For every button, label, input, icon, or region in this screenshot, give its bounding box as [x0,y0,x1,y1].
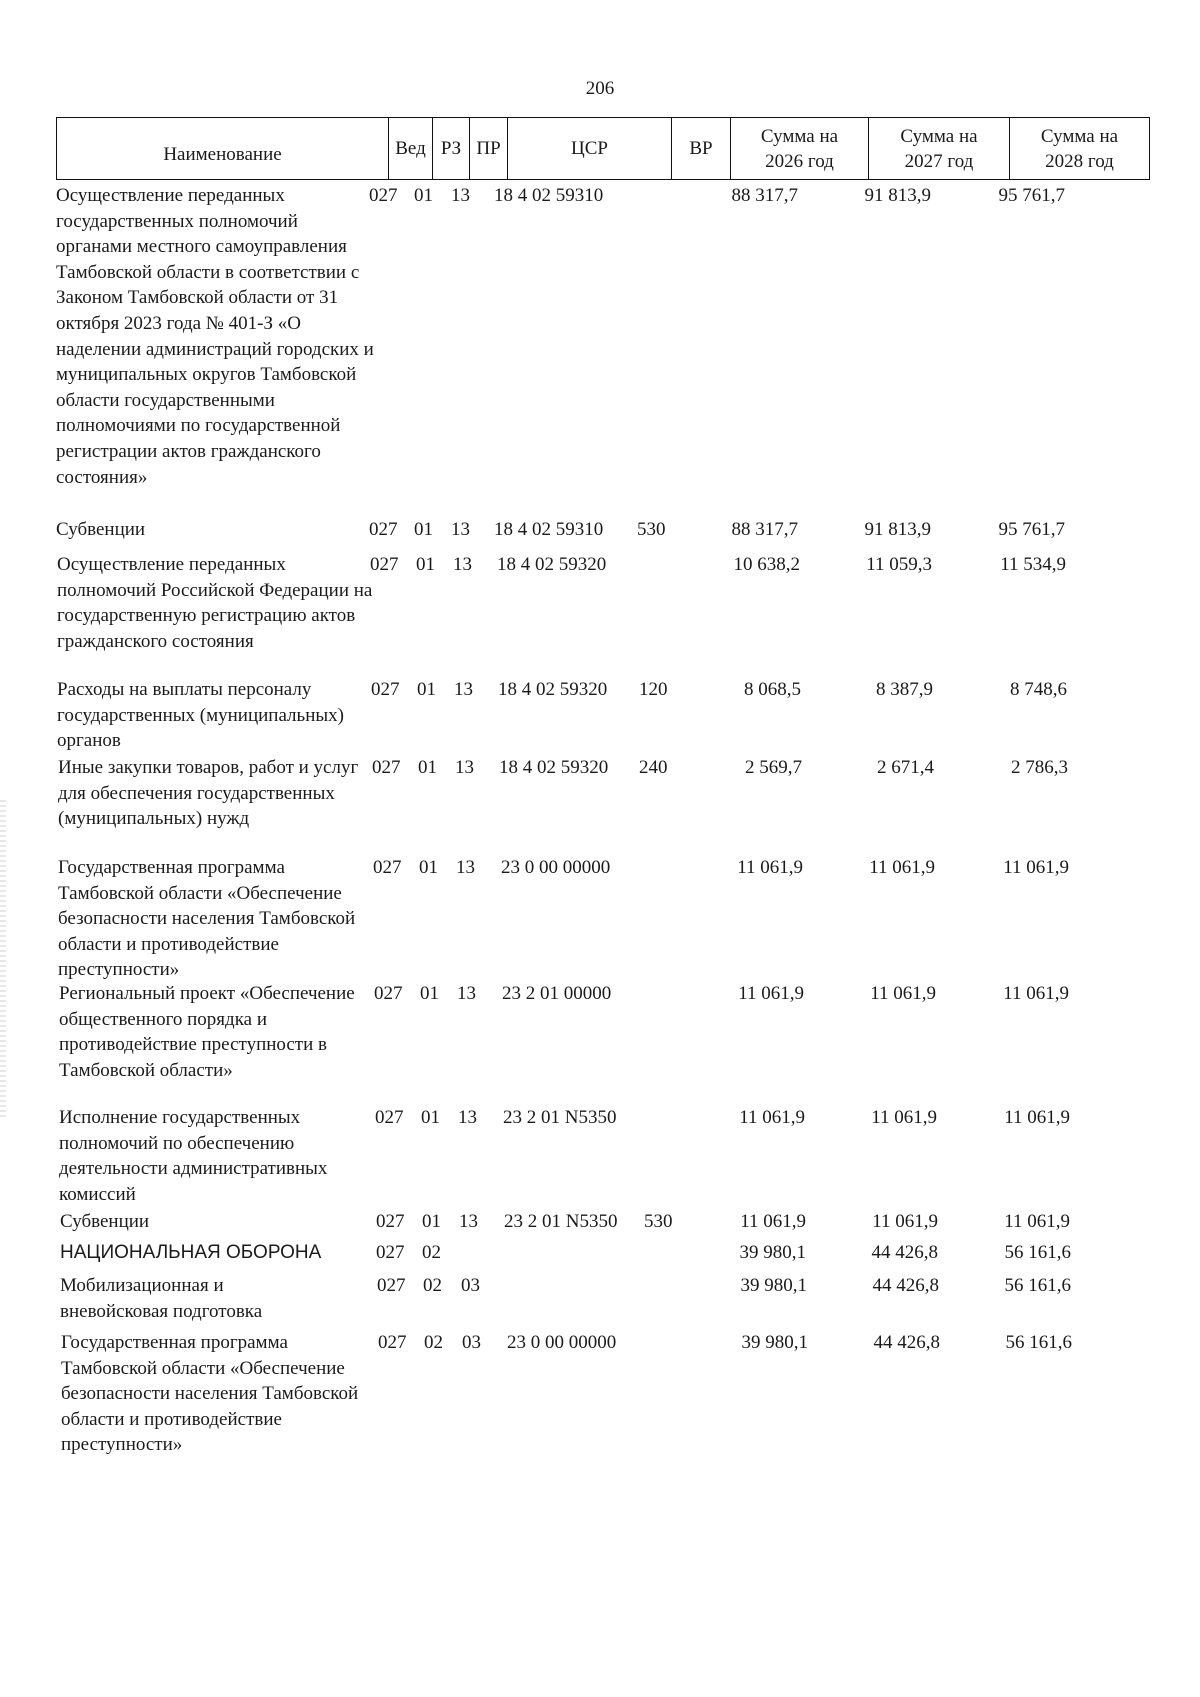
row-pr: 13 [458,1107,477,1128]
row-sum-2027: 2 671,4 [877,757,934,778]
row-sum-2026: 10 638,2 [733,554,800,575]
row-sum-2026: 2 569,7 [745,757,802,778]
row-name: Расходы на выплаты персоналу государственных (муниципальных) органов [57,679,344,752]
row-sum-2026: 39 980,1 [739,1242,806,1263]
row-name: Региональный проект «Обеспечение общественного порядка и противодействие преступности в Тамбовской области» [59,983,355,1081]
row-rz: 01 [420,983,439,1004]
row-csr: 18 4 02 59310 [494,185,604,206]
header-sum-2026-line2: 2026 год [765,150,834,172]
row-pr: 03 [461,1275,480,1296]
row-sum-2028: 56 161,6 [1004,1275,1071,1296]
row-vr: 530 [637,519,666,540]
header-sum-2027-line2: 2027 год [904,150,974,172]
row-sum-2028: 11 061,9 [1004,1211,1070,1232]
row-ved: 027 [377,1275,406,1296]
row-sum-2026: 11 061,9 [738,983,804,1004]
header-rz: РЗ [433,118,470,179]
row-sum-2028: 8 748,6 [1010,679,1067,700]
row-name: НАЦИОНАЛЬНАЯ ОБОРОНА [60,1242,322,1263]
row-ved: 027 [369,519,398,540]
row-sum-2027: 11 061,9 [871,1107,937,1128]
row-pr: 13 [455,757,474,778]
row-pr: 13 [457,983,476,1004]
row-sum-2026: 39 980,1 [740,1275,807,1296]
row-rz: 01 [422,1211,441,1232]
row-csr: 23 2 01 00000 [502,983,612,1004]
row-ved: 027 [378,1332,407,1353]
header-name: Наименование [57,118,389,179]
row-sum-2028: 56 161,6 [1005,1332,1072,1353]
header-sum-2027 [869,118,1010,179]
header-sum-2026-line1: Сумма на [760,125,839,147]
row-csr: 18 4 02 59320 [498,679,608,700]
row-sum-2026: 8 068,5 [744,679,801,700]
row-sum-2027: 11 061,9 [870,983,936,1004]
header-vr: ВР [672,118,731,179]
row-sum-2028: 11 061,9 [1003,983,1069,1004]
row-ved: 027 [369,185,398,206]
row-sum-2028: 2 786,3 [1011,757,1068,778]
row-sum-2028: 56 161,6 [1004,1242,1071,1263]
header-sum-2028-line1: Сумма на [1040,125,1119,147]
row-rz: 01 [414,519,433,540]
row-rz: 02 [423,1275,442,1296]
row-sum-2027: 11 061,9 [869,857,935,878]
row-ved: 027 [373,857,402,878]
scan-edge-mark [0,800,6,1120]
header-sum-2027-line1: Сумма на [900,125,978,147]
row-vr: 530 [644,1211,673,1232]
row-sum-2026: 11 061,9 [740,1211,806,1232]
row-rz: 02 [424,1332,443,1353]
row-ved: 027 [374,983,403,1004]
row-ved: 027 [376,1211,405,1232]
row-csr: 23 0 00 00000 [501,857,611,878]
row-vr: 120 [639,679,668,700]
row-rz: 01 [417,679,436,700]
row-sum-2028: 95 761,7 [998,519,1065,540]
row-vr: 240 [639,757,668,778]
row-sum-2027: 11 061,9 [872,1211,938,1232]
row-name: Субвенции [60,1211,150,1232]
row-name: Государственная программа Тамбовской области «Обеспечение безопасности населения Тамбовской области и противодействие преступности» [61,1332,359,1456]
row-sum-2026: 88 317,7 [731,519,798,540]
row-sum-2027: 91 813,9 [864,185,931,206]
row-csr: 18 4 02 59320 [499,757,609,778]
row-pr: 03 [462,1332,481,1353]
row-sum-2026: 11 061,9 [739,1107,805,1128]
row-sum-2027: 8 387,9 [876,679,933,700]
row-pr: 13 [459,1211,478,1232]
row-csr: 18 4 02 59310 [494,519,604,540]
row-pr: 13 [451,185,470,206]
row-rz: 01 [419,857,438,878]
row-rz: 01 [414,185,433,206]
row-sum-2026: 11 061,9 [737,857,803,878]
row-sum-2027: 91 813,9 [864,519,931,540]
row-sum-2028: 11 534,9 [1000,554,1066,575]
header-sum-2028 [1010,118,1149,179]
header-sum-2026 [731,118,869,179]
row-ved: 027 [376,1242,405,1263]
row-sum-2028: 11 061,9 [1003,857,1069,878]
row-rz: 02 [422,1242,441,1263]
row-pr: 13 [456,857,475,878]
row-ved: 027 [371,679,400,700]
row-pr: 13 [454,679,473,700]
row-rz: 01 [418,757,437,778]
row-name: Государственная программа Тамбовской области «Обеспечение безопасности населения Тамбовской области и противодействие преступности» [58,857,356,981]
row-csr: 23 2 01 N5350 [503,1107,617,1128]
row-sum-2026: 88 317,7 [731,185,798,206]
row-ved: 027 [372,757,401,778]
page-number: 206 [585,78,615,99]
row-pr: 13 [451,519,470,540]
row-csr: 23 2 01 N5350 [504,1211,618,1232]
row-sum-2027: 44 426,8 [872,1275,939,1296]
row-name: Исполнение государственных полномочий по обеспечению деятельности административных комиссий [59,1107,328,1205]
row-rz: 01 [416,554,435,575]
row-name: Мобилизационная и вневойсковая подготовка [60,1275,263,1322]
header-sum-2028-line2: 2028 год [1045,150,1114,172]
row-csr: 18 4 02 59320 [497,554,607,575]
header-pr: ПР [470,118,508,179]
header-ved: Вед [389,118,433,179]
row-sum-2027: 11 059,3 [866,554,932,575]
row-csr: 23 0 00 00000 [507,1332,617,1353]
row-ved: 027 [375,1107,404,1128]
row-rz: 01 [421,1107,440,1128]
row-sum-2027: 44 426,8 [873,1332,940,1353]
row-name: Субвенции [56,519,146,540]
row-name: Осуществление переданных государственных полномочий органами местного самоуправления Тамбовской области в соответствии с Законом Тамбовской области от 31 октября 2023 года № 401-З «О наделении администраций городских и муниципальных округов Тамбовской области государственными полномочиями по государственной регистрации актов гражданского состояния» [56,185,374,488]
row-pr: 13 [453,554,472,575]
header-csr: ЦСР [508,118,672,179]
row-sum-2026: 39 980,1 [741,1332,808,1353]
table-header [56,117,1150,180]
row-name: Иные закупки товаров, работ и услуг для обеспечения государственных (муниципальных) нужд [58,757,359,830]
row-sum-2027: 44 426,8 [871,1242,938,1263]
row-sum-2028: 11 061,9 [1004,1107,1070,1128]
row-name: Осуществление переданных полномочий Российской Федерации на государственную регистрацию актов гражданского состояния [57,554,373,652]
row-ved: 027 [370,554,399,575]
row-sum-2028: 95 761,7 [998,185,1065,206]
